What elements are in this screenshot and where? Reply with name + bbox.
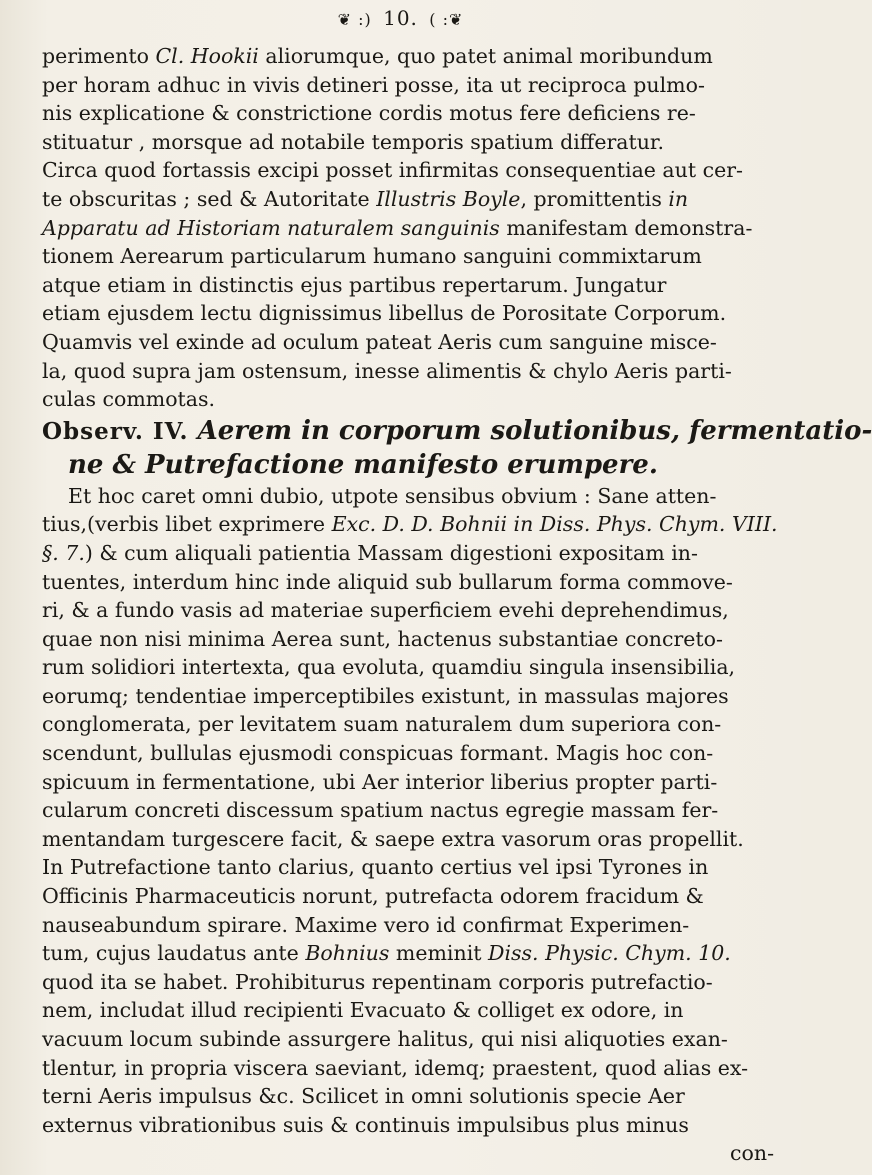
para2-line [42, 539, 782, 568]
text-run: atque etiam in distinctis ejus partibus repertarum. Jungatur [42, 272, 667, 297]
para2-line [42, 768, 782, 797]
text-run: eorumq; tendentiae imperceptibiles existunt, in massulas majores [42, 683, 729, 708]
text-run: vacuum locum subinde assurgere halitus, qui nisi aliquoties exan- [42, 1027, 728, 1051]
italic-text: Exc. D. D. Bohnii in Diss. Phys. Chym. VIII. [331, 512, 778, 537]
text-run: Quamvis vel exinde ad oculum pateat Aeris cum sanguine misce- [42, 329, 717, 354]
text-run: tum, cujus laudatus ante [42, 941, 306, 966]
para1-line [42, 385, 782, 414]
para2-line [42, 825, 782, 854]
italic-text: Cl. Hookii [155, 44, 259, 68]
para1-line [42, 128, 782, 157]
text-run: nem, includat illud recipienti Evacuato & colliget ex odore, in [42, 998, 684, 1023]
text-run: quae non nisi minima Aerea sunt, hactenus substantiae concreto- [42, 626, 723, 651]
para2-line [42, 1082, 782, 1111]
text-run: nauseabundum spirare. Maxime vero id confirmat Experimen- [42, 912, 690, 937]
text-run: tuentes, interdum hinc inde aliquid sub bullarum forma commove- [42, 569, 733, 594]
para2-line [42, 510, 782, 539]
text-run: quod ita se habet. Prohibiturus repentinam corporis putrefactio- [42, 969, 713, 994]
text-run: aliorumque, quo patet animal moribundum [258, 44, 713, 68]
page-number: 10. [383, 6, 418, 30]
text-run: conglomerata, per levitatem suam naturalem dum superiora con- [42, 712, 722, 737]
para2-line [42, 710, 782, 739]
paragraph-two [42, 482, 782, 1140]
text-run: ) & cum aliquali patientia Massam digestioni expositam in- [84, 540, 698, 565]
observation-title-2: ne & Putrefactione manifesto erumpere. [68, 449, 658, 480]
ornament-left: ❦ :) [337, 10, 372, 29]
para2-line [42, 996, 782, 1025]
para1-line [42, 357, 782, 386]
para2-line [42, 882, 782, 911]
para2-line [42, 853, 782, 882]
text-run: terni Aeris impulsus &c. Scilicet in omni solutionis specie Aer [42, 1084, 685, 1109]
text-run: Officinis Pharmaceuticis norunt, putrefacta odorem fracidum & [42, 884, 704, 909]
observation-title-1: Aerem in corporum solutionibus, fermentatio- [197, 415, 872, 446]
para2-line [42, 968, 782, 997]
para1-line [42, 42, 782, 71]
para2-line [42, 911, 782, 940]
para1-line [42, 328, 782, 357]
para1-line [42, 214, 782, 243]
para1-line [42, 242, 782, 271]
text-run: mentandam turgescere facit, & saepe extra vasorum oras propellit. [42, 826, 744, 851]
text-run: tius,(verbis libet exprimere [42, 512, 332, 537]
para2-line [42, 796, 782, 825]
paragraph-one [42, 42, 782, 414]
observation-heading-line-1 [42, 414, 872, 448]
text-run: perimento [42, 44, 156, 68]
text-run: rum solidiori intertexta, qua evoluta, quamdiu singula insensibilia, [42, 655, 736, 680]
text-run: culas commotas. [42, 387, 216, 412]
italic-text: Diss. Physic. Chym. 10. [488, 941, 731, 966]
observation-heading-line-2 [42, 448, 782, 482]
italic-text: in [668, 186, 689, 211]
text-run: te obscuritas ; sed & Autoritate [42, 186, 377, 211]
text-run: cularum concreti discessum spatium nactus egregie massam fer- [42, 798, 719, 823]
text-run: In Putrefactione tanto clarius, quanto certius vel ipsi Tyrones in [42, 855, 709, 880]
text-run: externus vibrationibus suis & continuis impulsibus plus minus [42, 1112, 689, 1137]
italic-text: Apparatu ad Historiam naturalem sanguinis [42, 215, 500, 240]
page-header [0, 6, 801, 36]
para1-line [42, 299, 782, 328]
text-run: ri, & a fundo vasis ad materiae superficiem evehi deprehendimus, [42, 598, 729, 623]
para2-line [42, 568, 782, 597]
text-run: etiam ejusdem lectu dignissimus libellus de Porositate Corporum. [42, 301, 727, 326]
text-run: nis explicatione & constrictione cordis motus fere deficiens re- [42, 101, 696, 126]
text-run: meminit [389, 941, 489, 966]
text-run: Circa quod fortassis excipi posset infirmitas consequentiae aut cer- [42, 158, 743, 183]
catchword: con- [730, 1141, 774, 1166]
text-run: manifestam demonstra- [499, 215, 753, 240]
para2-line [42, 1054, 782, 1083]
text-run: la, quod supra jam ostensum, inesse alimentis & chylo Aeris parti- [42, 358, 732, 383]
para1-line [42, 185, 782, 214]
para1-line [42, 271, 782, 300]
text-run: spicuum in fermentatione, ubi Aer interior liberius propter parti- [42, 769, 718, 794]
para1-line [42, 99, 782, 128]
para2-line [42, 625, 782, 654]
text-run: tionem Aerearum particularum humano sanguini commixtarum [42, 244, 702, 269]
italic-text: §. 7. [42, 540, 85, 565]
text-run: Et hoc caret omni dubio, utpote sensibus obvium : Sane atten- [68, 483, 717, 508]
italic-text: Bohnius [305, 941, 390, 966]
text-run: per horam adhuc in vivis detineri posse, ita ut reciproca pulmo- [42, 72, 705, 97]
ornament-right: ( :❦ [429, 10, 464, 29]
text-body [42, 42, 872, 1168]
text-run: , promittentis [520, 186, 669, 211]
para1-line [42, 71, 782, 100]
text-run: tlentur, in propria viscera saeviant, idemq; praestent, quod alias ex- [42, 1055, 749, 1080]
para2-line [42, 596, 782, 625]
text-run: scendunt, bullulas ejusmodi conspicuas formant. Magis hoc con- [42, 741, 714, 766]
para2-line [42, 939, 782, 968]
italic-text: Illustris Boyle [376, 186, 521, 211]
para2-line [42, 1111, 782, 1140]
text-run: stituatur , morsque ad notabile temporis spatium differatur. [42, 129, 664, 154]
para2-line [42, 1025, 782, 1054]
para2-line [42, 682, 782, 711]
para2-line [42, 739, 782, 768]
para2-line [42, 653, 782, 682]
observation-label: Observ. IV. [42, 417, 189, 445]
para2-line [42, 482, 782, 511]
para1-line [42, 156, 782, 185]
